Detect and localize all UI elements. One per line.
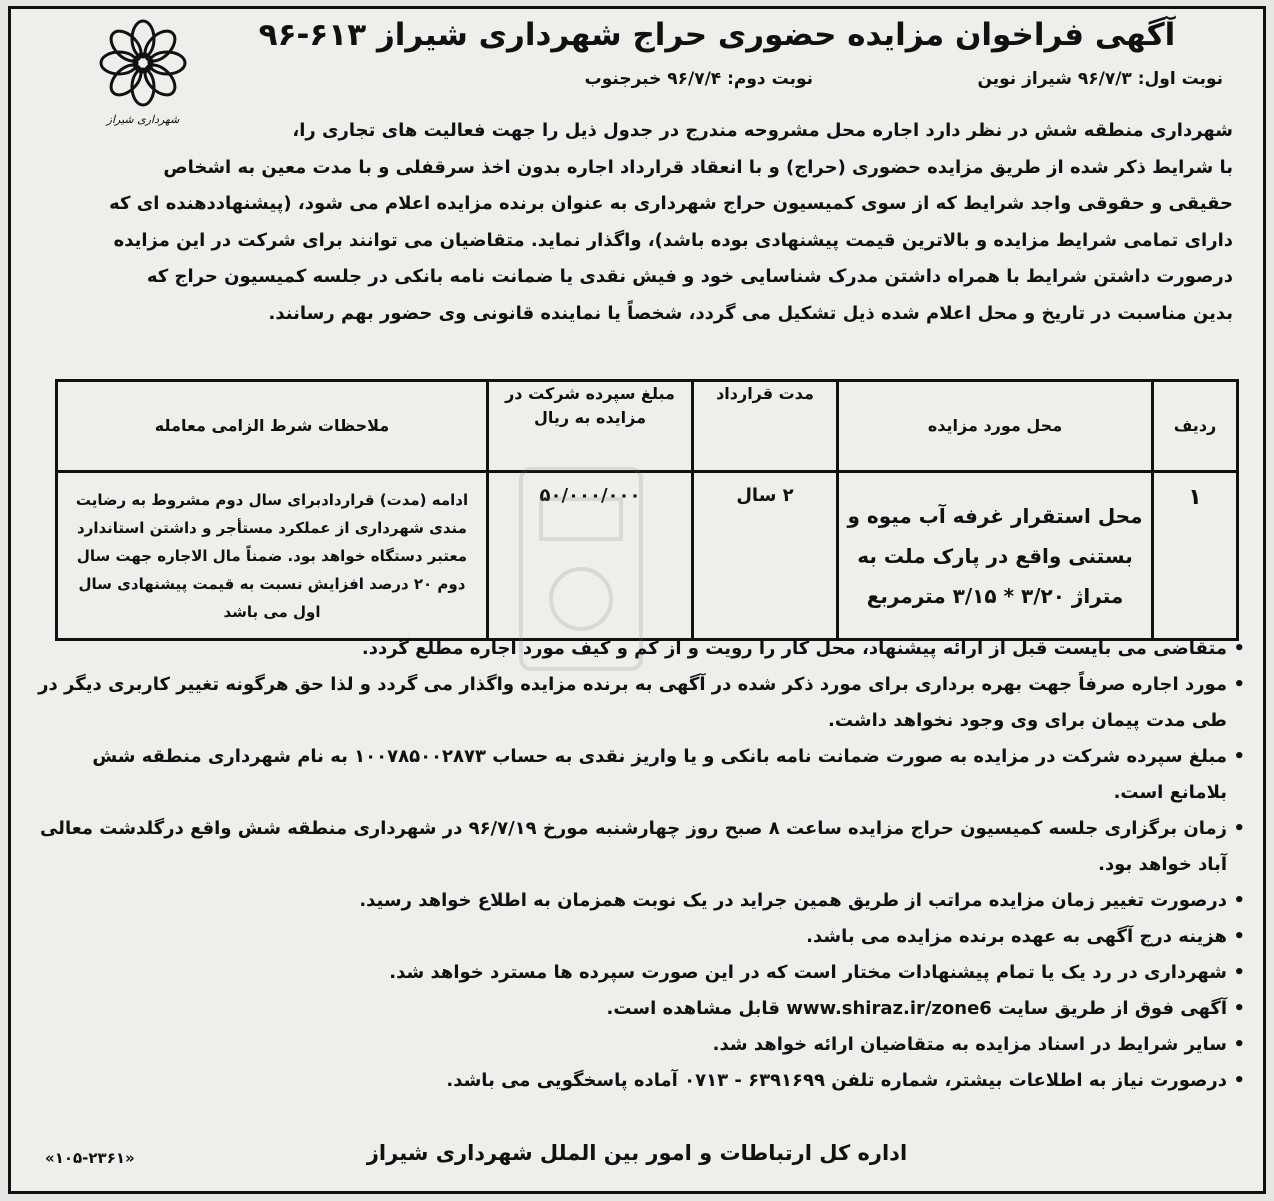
logo-caption: شهرداری شیراز bbox=[106, 113, 180, 126]
header-notes: ملاحظات شرط الزامی معامله bbox=[57, 381, 488, 472]
auction-notice bbox=[8, 6, 1266, 1194]
intro-line: درصورت داشتن شرایط با همراه داشتن مدرک شناسایی خود و فیش نقدی یا ضمانت نامه بانکی در جلسه کمیسیون حراج که bbox=[146, 266, 1233, 287]
list-item: • متقاضی می بایست قبل از ارائه پیشنهاد، محل کار را رویت و از کم و کیف مورد اجاره مطلع گردد. bbox=[30, 631, 1245, 667]
intro-line: با شرایط ذکر شده از طریق مزایده حضوری (حراج) و با انعقاد قرارداد اجاره بدون اخذ سرقفلی و با مدت معین به اشخاص bbox=[163, 156, 1233, 178]
list-item: • درصورت تغییر زمان مزایده مراتب از طریق همین جراید در یک نوبت همزمان به اطلاع خواهد رسید. bbox=[30, 883, 1245, 919]
shiraz-flower-logo-icon bbox=[93, 17, 193, 113]
header-place: محل مورد مزایده bbox=[838, 381, 1153, 472]
intro-paragraph bbox=[33, 113, 1233, 332]
issuer-footer: اداره کل ارتباطات و امور بین الملل شهرداری شیراز bbox=[366, 1141, 908, 1165]
list-item: • هزینه درج آگهی به عهده برنده مزایده می باشد. bbox=[30, 919, 1245, 955]
list-item: • زمان برگزاری جلسه کمیسیون حراج مزایده ساعت ۸ صبح روز چهارشنبه مورخ ۹۶/۷/۱۹ در شهرداری منطقه شش واقع درگلدشت معالی آباد خواهد بود. bbox=[30, 811, 1245, 883]
list-item: • آگهی فوق از طریق سایت www.shiraz.ir/zone6 قابل مشاهده است. bbox=[30, 991, 1245, 1027]
list-item: • مورد اجاره صرفاً جهت بهره برداری برای مورد ذکر شده در آگهی به برنده مزایده واگذار می گردد و لذا حق هرگونه تغییر کاربری دیگر در طی مدت پیمان برای وی وجود نخواهد داشت. bbox=[30, 667, 1245, 739]
notice-title: آگهی فراخوان مزایده حضوری حراج شهرداری شیراز ۶۱۳-۹۶ bbox=[258, 17, 1176, 53]
notice-code: «۱۰۵-۲۳۶۱» bbox=[45, 1149, 135, 1167]
list-item: • مبلغ سپرده شرکت در مزایده به صورت ضمانت نامه بانکی و یا واریز نقدی به حساب ۱۰۰۷۸۵۰۰۲۸۷۳ به نام شهرداری منطقه شش بلامانع است. bbox=[30, 739, 1245, 811]
intro-line: شهرداری منطقه شش در نظر دارد اجاره محل مشروحه مندرج در جدول ذیل را جهت فعالیت های تجاری را، bbox=[292, 120, 1233, 141]
table-header-row bbox=[57, 381, 1238, 472]
header-row-number: ردیف bbox=[1153, 381, 1238, 472]
cell-row-number: ۱ bbox=[1153, 472, 1238, 640]
conditions-list bbox=[30, 631, 1245, 1099]
intro-line: دارای تمامی شرایط مزایده و بالاترین قیمت پیشنهادی بوده باشد)، واگذار نماید. متقاضیان می توانند برای شرکت در این مزایده bbox=[113, 229, 1233, 251]
cell-term: ۲ سال bbox=[693, 472, 838, 640]
first-publication: نوبت اول: ۹۶/۷/۳ شیراز نوین bbox=[977, 69, 1223, 89]
header-amount: مبلغ سپرده شرکت در مزایده به ریال bbox=[488, 381, 693, 472]
list-item: • درصورت نیاز به اطلاعات بیشتر، شماره تلفن ۶۳۹۱۶۹۹ - ۰۷۱۳ آماده پاسخگویی می باشد. bbox=[30, 1063, 1245, 1099]
header-term: مدت قرارداد bbox=[693, 381, 838, 472]
second-publication: نوبت دوم: ۹۶/۷/۴ خبرجنوب bbox=[584, 69, 813, 89]
intro-line: بدین مناسبت در تاریخ و محل اعلام شده ذیل تشکیل می گردد، شخصاً یا نماینده قانونی وی حضور بهم رسانند. bbox=[268, 302, 1233, 324]
list-item: • شهرداری در رد یک یا تمام پیشنهادات مختار است که در این صورت سپرده ها مسترد خواهد شد. bbox=[30, 955, 1245, 991]
cell-notes: ادامه (مدت) قراردادبرای سال دوم مشروط به رضایت مندی شهرداری از عملکرد مستأجر و داشتن استاندارد معتبر دستگاه خواهد بود. ضمناً مال الاجاره جهت سال دوم ۲۰ درصد افزایش نسبت به قیمت پیشنهادی سال اول می باشد bbox=[57, 472, 488, 640]
cell-amount: ۵۰/۰۰۰/۰۰۰ bbox=[488, 472, 693, 640]
publication-dates bbox=[211, 69, 1223, 99]
intro-line: حقیقی و حقوقی واجد شرایط که از سوی کمیسیون حراج شهرداری به عنوان برنده مزایده اعلام می شود، (پیشنهاددهنده ای که bbox=[109, 193, 1233, 214]
auction-table bbox=[55, 379, 1239, 641]
list-item: • سایر شرایط در اسناد مزایده به متقاضیان ارائه خواهد شد. bbox=[30, 1027, 1245, 1063]
table-row bbox=[57, 472, 1238, 640]
cell-place: محل استقرار غرفه آب میوه و بستنی واقع در پارک ملت به متراژ ۳/۲۰ * ۳/۱۵ مترمربع bbox=[838, 472, 1153, 640]
